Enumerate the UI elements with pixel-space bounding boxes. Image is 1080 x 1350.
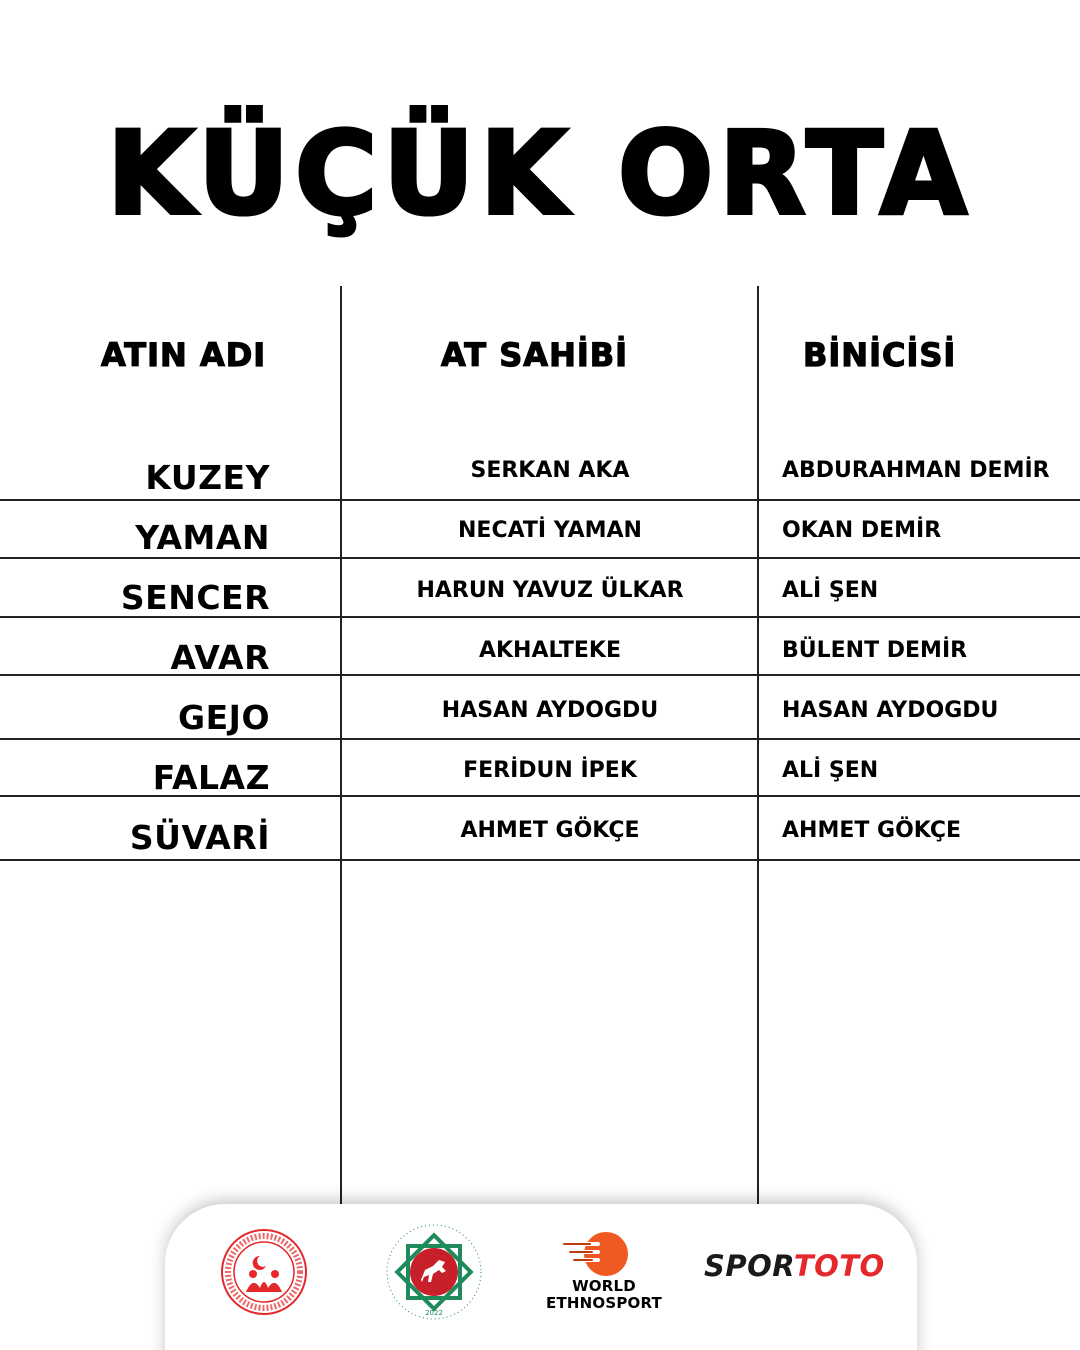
world-ethnosport-logo [560,1228,634,1280]
horse-name: SÜVARİ [129,818,270,857]
federation-year: 2022 [425,1309,443,1317]
world-ethnosport-line1: WORLD [572,1277,636,1295]
owner-name: SERKAN AKA [470,458,630,483]
horse-name: AVAR [170,638,270,677]
sportoto-logo [704,1249,885,1283]
rider-name: AHMET GÖKÇE [782,818,962,843]
rider-name: ABDURAHMAN DEMİR [782,458,1050,483]
rider-name: BÜLENT DEMİR [782,638,968,663]
ministry-logo [220,1228,308,1316]
rider-name: ALİ ŞEN [782,578,879,603]
column-divider-2 [757,286,759,1204]
header-owner: AT SAHİBİ [441,336,629,374]
world-ethnosport-wordmark [538,1278,670,1312]
rider-name: OKAN DEMİR [782,518,942,543]
sportoto-toto-text: TOTO [793,1249,885,1283]
header-rider: BİNİCİSİ [803,336,957,374]
row-divider [0,674,1080,676]
rider-name: HASAN AYDOGDU [782,698,999,723]
federation-logo [384,1222,484,1322]
horse-name: FALAZ [152,758,270,797]
horse-name: KUZEY [145,458,270,497]
horse-name: YAMAN [135,518,270,557]
owner-name: AKHALTEKE [478,638,621,663]
owner-name: HARUN YAVUZ ÜLKAR [416,578,684,603]
owner-name: NECATİ YAMAN [458,518,642,543]
row-divider [0,557,1080,559]
header-horse-name: ATIN ADI [101,336,267,374]
world-ethnosport-line2: ETHNOSPORT [546,1294,662,1312]
sportoto-spor-text: SPOR [704,1249,794,1283]
horse-name: SENCER [120,578,270,617]
page-title: KÜÇÜK ORTA [107,107,973,241]
owner-name: FERİDUN İPEK [463,758,637,783]
owner-name: HASAN AYDOGDU [441,698,659,723]
owner-name: AHMET GÖKÇE [460,818,640,843]
column-divider-1 [340,286,342,1204]
row-divider [0,738,1080,740]
row-divider [0,859,1080,861]
row-divider [0,499,1080,501]
rider-name: ALİ ŞEN [782,758,879,783]
horse-name: GEJO [178,698,270,737]
